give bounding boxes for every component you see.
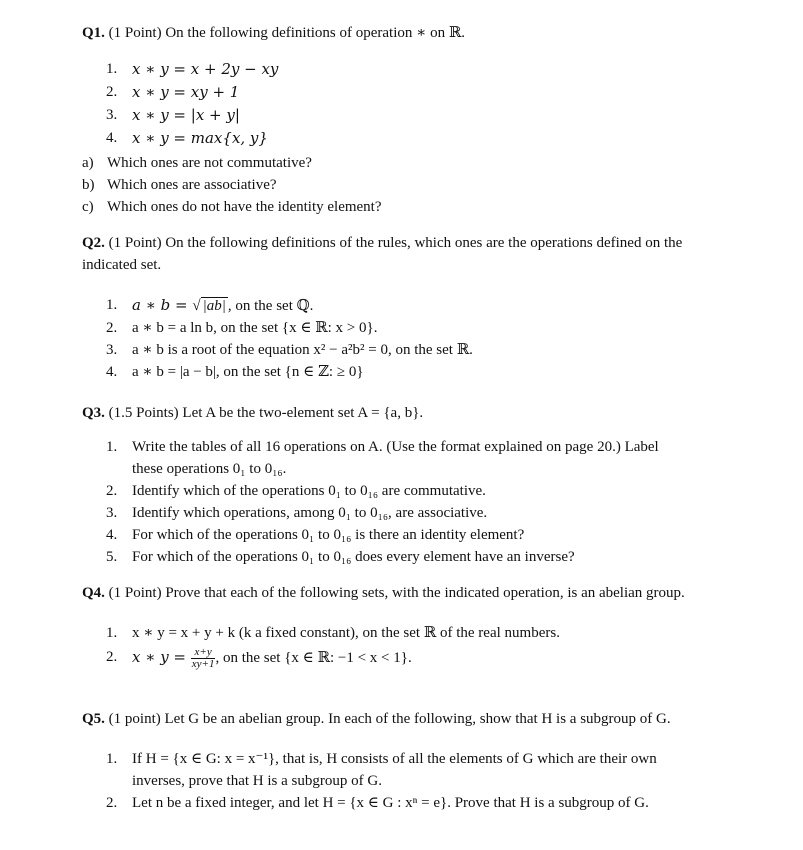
list-item: 2. a ∗ b = a ln b, on the set {x ∈ ℝ: x > 0}. (106, 320, 378, 336)
list-item: 1. x ∗ y = x + y + k (k a fixed constant), on the set ℝ of the real numbers. (106, 625, 560, 641)
list-item: c) Which ones do not have the identity element? (82, 199, 382, 215)
question-3-text: (1.5 Points) Let A be the two-element set A = {a, b}. (108, 405, 424, 421)
list-item: 4. For which of the operations 0₁ to 0₁₆ is there an identity element? (106, 527, 525, 543)
list-item: 1. x ∗ y = x + 2y − xy (106, 60, 279, 78)
fraction: $\frac{x+y}{xy+1}$ (191, 646, 215, 671)
list-item: a) Which ones are not commutative? (82, 155, 312, 171)
list-item: 1. a ∗ b = √ |ab| , on the set ℚ. (106, 296, 314, 314)
list-item: b) Which ones are associative? (82, 177, 277, 193)
question-2 (82, 232, 722, 383)
question-5-label: Q5. (82, 711, 105, 727)
question-2-text: (1 Point) On the following definitions of the rules, which ones are the operations defined on the indicated set. (82, 235, 683, 273)
question-4-label: Q4. (82, 585, 105, 601)
question-4-header (82, 582, 722, 604)
question-1 (82, 22, 722, 218)
question-1-parts (82, 152, 722, 218)
list-item: 4. a ∗ b = |a − b|, on the set {n ∈ ℤ: ≥ 0} (106, 364, 364, 380)
question-5 (82, 708, 722, 814)
question-3-label: Q3. (82, 405, 105, 421)
list-item: 3. Identify which operations, among 0₁ to 0₁₆, are associative. (106, 505, 488, 521)
list-item: 1. Write the tables of all 16 operations on A. (Use the format explained on page 20.) Label these operations 0₁ to 0₁₆. (106, 439, 659, 477)
question-1-label: Q1. (82, 25, 105, 41)
question-4 (82, 582, 722, 670)
question-3 (82, 402, 722, 568)
question-1-list (82, 58, 722, 150)
list-item: 2. Let n be a fixed integer, and let H = {x ∈ G : xⁿ = e}. Prove that H is a subgroup of G. (106, 795, 649, 811)
list-item: 2. Identify which of the operations 0₁ to 0₁₆ are commutative. (106, 483, 486, 499)
question-2-label: Q2. (82, 235, 105, 251)
list-item: 3. x ∗ y = |x + y| (106, 106, 240, 124)
list-item: 2. x ∗ y = xy + 1 (106, 83, 240, 101)
question-1-header (82, 22, 722, 44)
list-item: 2. x ∗ y = $\frac{x+y}{xy+1}$ , on the set {x ∈ ℝ: −1 < x < 1}. (106, 646, 412, 671)
question-2-list (82, 294, 722, 383)
question-5-list (82, 748, 712, 814)
question-3-header (82, 402, 722, 424)
question-5-text: (1 point) Let G be an abelian group. In each of the following, show that H is a subgroup of G. (108, 711, 671, 727)
question-1-text: (1 Point) On the following definitions of operation ∗ on ℝ. (108, 25, 466, 41)
list-item: 4. x ∗ y = max{x, y} (106, 129, 268, 147)
list-item: 1. If H = {x ∈ G: x = x⁻¹}, that is, H consists of all the elements of G which are their own inverses, prove that H is a subgroup of G. (106, 751, 657, 789)
question-2-header (82, 232, 722, 276)
question-5-header (82, 708, 722, 730)
question-3-list (82, 436, 682, 568)
question-4-list (82, 622, 722, 670)
question-4-text: (1 Point) Prove that each of the following sets, with the indicated operation, is an abelian group. (108, 585, 685, 601)
list-item: 3. a ∗ b is a root of the equation x² − a²b² = 0, on the set ℝ. (106, 342, 473, 358)
list-item: 5. For which of the operations 0₁ to 0₁₆ does every element have an inverse? (106, 549, 575, 565)
